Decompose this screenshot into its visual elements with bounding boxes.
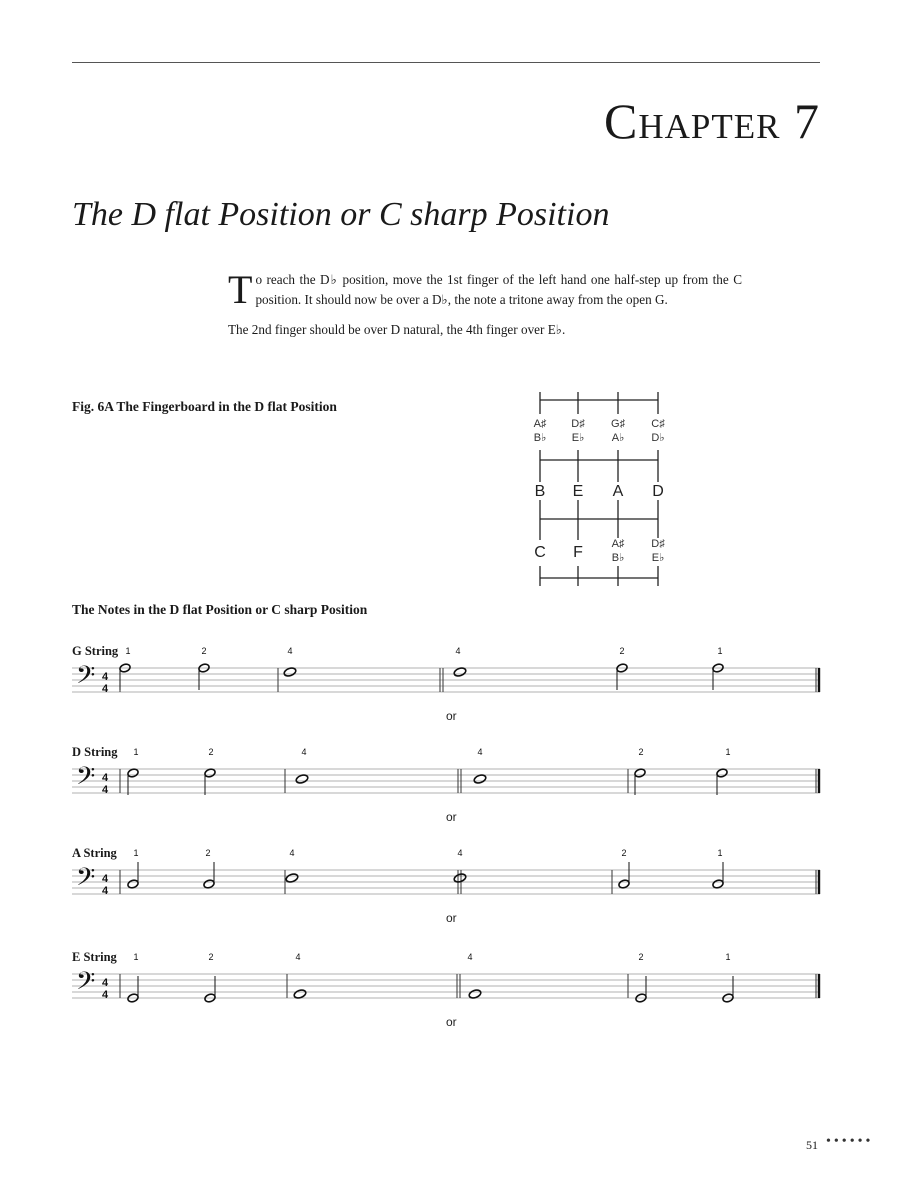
fb-r1-bot-4: D♭	[651, 432, 665, 444]
fingering-d-4: 4	[477, 747, 483, 757]
bass-clef-icon: 𝄢	[76, 864, 96, 897]
fingering-g-5: 2	[619, 646, 625, 656]
time-sig-bottom: 4	[102, 683, 109, 695]
fingering-g-1: 1	[125, 646, 131, 656]
or-label-d: or	[446, 810, 457, 824]
time-sig-top: 4	[102, 873, 109, 885]
or-label-g: or	[446, 709, 457, 723]
time-sig-top: 4	[102, 671, 109, 683]
drop-cap: T	[228, 267, 253, 312]
fb-r3-1: C	[534, 544, 546, 561]
fingering-e-1: 1	[133, 952, 139, 962]
fb-r2-2: E	[572, 483, 584, 500]
string-label-a: A String	[72, 846, 117, 860]
fb-r1-bot-1: B♭	[533, 432, 547, 444]
fb-r1-top-1: A♯	[533, 418, 547, 430]
or-label-a: or	[446, 911, 457, 925]
fingering-a-4: 4	[457, 848, 463, 858]
time-sig-bottom: 4	[102, 784, 109, 796]
notes-heading: The Notes in the D flat Position or C sharp Position	[72, 602, 368, 617]
intro-paragraph-1: o reach the D♭ position, move the 1st finger of the left hand one half-step up from the C position. It should now be over a D♭, the note a tritone away from the open G.	[255, 272, 742, 307]
string-label-g: G String	[72, 644, 119, 658]
fb-r2-3: A	[612, 483, 624, 500]
fingering-g-3: 4	[287, 646, 293, 656]
time-sig-bottom: 4	[102, 989, 109, 1001]
fb-r3-top-3: A♯	[611, 538, 625, 550]
fingering-d-2: 2	[208, 747, 214, 757]
fb-r3-bot-3: B♭	[611, 552, 625, 564]
fb-r1-top-4: C♯	[651, 418, 665, 430]
intro-paragraph-2: The 2nd finger should be over D natural, the 4th finger over E♭.	[228, 322, 566, 337]
or-label-e: or	[446, 1015, 457, 1029]
fingering-a-5: 2	[621, 848, 627, 858]
fb-r1-bot-3: A♭	[611, 432, 625, 444]
fingering-d-6: 1	[725, 747, 731, 757]
fingering-a-6: 1	[717, 848, 723, 858]
fb-r3-bot-4: E♭	[651, 552, 665, 564]
fb-r2-4: D	[652, 483, 664, 500]
time-sig-top: 4	[102, 772, 109, 784]
fingering-d-1: 1	[133, 747, 139, 757]
chapter-title: Chapter 7	[604, 93, 820, 149]
fingering-g-2: 2	[201, 646, 207, 656]
figure-label: Fig. 6A The Fingerboard in the D flat Position	[72, 399, 337, 414]
fingering-e-2: 2	[208, 952, 214, 962]
string-label-d: D String	[72, 745, 118, 759]
fingering-e-5: 2	[638, 952, 644, 962]
fingering-e-3: 4	[295, 952, 301, 962]
bass-clef-icon: 𝄢	[76, 662, 96, 695]
fingering-g-4: 4	[455, 646, 461, 656]
fb-r2-1: B	[534, 483, 546, 500]
bass-clef-icon: 𝄢	[76, 968, 96, 1001]
fingering-a-3: 4	[289, 848, 295, 858]
fingering-d-3: 4	[301, 747, 307, 757]
string-label-e: E String	[72, 950, 117, 964]
section-title: The D flat Position or C sharp Position	[72, 196, 610, 233]
fingering-d-5: 2	[638, 747, 644, 757]
time-sig-bottom: 4	[102, 885, 109, 897]
fingering-a-1: 1	[133, 848, 139, 858]
time-sig-top: 4	[102, 977, 109, 989]
fb-r1-top-3: G♯	[610, 418, 626, 430]
page-dots: ••••••	[826, 1134, 874, 1149]
bass-clef-icon: 𝄢	[76, 763, 96, 796]
fb-r1-top-2: D♯	[571, 418, 585, 430]
fb-r3-top-4: D♯	[651, 538, 665, 550]
fingering-a-2: 2	[205, 848, 211, 858]
fingering-e-4: 4	[467, 952, 473, 962]
fingering-e-6: 1	[725, 952, 731, 962]
page-number: 51	[806, 1138, 818, 1152]
fb-r3-2: F	[573, 544, 583, 561]
fingering-g-6: 1	[717, 646, 723, 656]
fb-r1-bot-2: E♭	[571, 432, 585, 444]
